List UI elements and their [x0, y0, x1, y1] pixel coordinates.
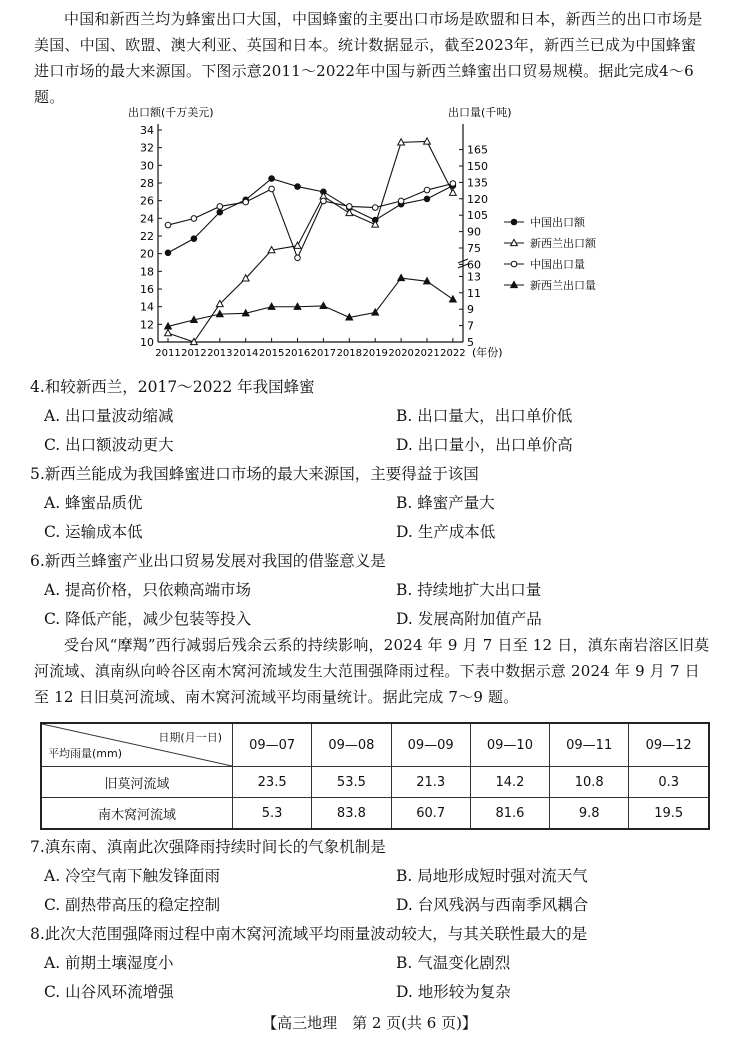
- table-header-row: [41, 723, 709, 767]
- rain-value: 9.8: [550, 798, 629, 830]
- q5-option-a: A. 蜂蜜品质优: [44, 494, 143, 512]
- left-tick-label: 32: [140, 141, 154, 155]
- series-line: [168, 278, 453, 326]
- data-point: [217, 209, 223, 215]
- legend-label: 新西兰出口量: [530, 279, 596, 292]
- left-tick-label: 24: [140, 212, 154, 226]
- q6-option-d: D. 发展高附加值产品: [396, 610, 542, 628]
- right-tick-label: 105: [467, 209, 488, 223]
- q7-option-a: A. 冷空气南下触发锋面雨: [44, 867, 221, 885]
- data-point: [191, 216, 197, 222]
- legend-label: 中国出口额: [530, 216, 585, 229]
- data-point: [346, 209, 353, 215]
- x-axis-unit: (年份): [472, 346, 503, 359]
- left-tick-label: 34: [140, 124, 154, 137]
- right-tick-label: 120: [467, 192, 488, 206]
- data-point: [424, 196, 430, 202]
- left-tick-label: 10: [140, 336, 154, 349]
- left-tick-label: 28: [140, 177, 154, 190]
- chart-axes: [158, 124, 468, 342]
- honey-export-chart: [100, 102, 620, 362]
- q7-option-c: C. 副热带高压的稳定控制: [44, 896, 221, 914]
- x-tick-label: 2022: [440, 348, 466, 359]
- q6-option-c: C. 降低产能，减少包装等投入: [44, 610, 252, 628]
- right-tick-label: 165: [467, 143, 488, 157]
- date-header: 09—07: [233, 723, 312, 767]
- data-point: [320, 302, 327, 308]
- q4-option-a: A. 出口量波动缩减: [44, 407, 174, 425]
- left-tick-label: 16: [140, 283, 154, 296]
- left-tick-label: 12: [140, 318, 154, 332]
- q7-option-d: D. 台风残涡与西南季风耦合: [396, 896, 589, 914]
- left-tick-label: 22: [140, 230, 154, 243]
- rain-value: 0.3: [629, 767, 709, 798]
- rain-value: 81.6: [470, 798, 549, 830]
- data-point: [450, 181, 456, 187]
- date-header: 09—10: [470, 723, 549, 767]
- data-point: [424, 138, 431, 144]
- data-point: [294, 242, 301, 248]
- intro2-paragraph: 受台风“摩羯”西行减弱后残余云系的持续影响，2024 年 9 月 7 日至 12 日，滇东南岩溶区旧莫河流域、滇南纵向岭谷区南木窝河流域发生大范围强降雨过程。下表中数据示意 2024 年 9 月 7 日至 12 日旧莫河流域、南木窝河流域平均雨量统计。据此完成 7～9 题。: [34, 636, 710, 706]
- corner-rain-label: 平均雨量(mm): [48, 747, 123, 760]
- q4-option-d: D. 出口量小，出口单价高: [396, 436, 573, 454]
- q6-option-a: A. 提高价格，只依赖高端市场: [44, 581, 252, 599]
- x-tick-label: 2018: [336, 348, 363, 359]
- data-point: [295, 255, 301, 261]
- left-tick-label: 26: [140, 194, 154, 208]
- x-tick-label: 2016: [284, 348, 311, 359]
- right-tick-label: 60: [467, 258, 481, 272]
- x-tick-label: 2020: [388, 348, 414, 359]
- corner-date-label: 日期(月一日): [158, 731, 222, 744]
- data-point: [347, 204, 353, 210]
- left-tick-label: 14: [140, 300, 154, 314]
- date-header: 09—08: [312, 723, 391, 767]
- x-tick-label: 2021: [414, 348, 440, 359]
- q8-option-a: A. 前期土壤湿度小: [44, 954, 174, 972]
- q4-option-b: B. 出口量大，出口单价低: [396, 407, 573, 425]
- table-row: [41, 798, 709, 830]
- legend-label: 中国出口量: [530, 258, 585, 271]
- legend-marker: [511, 219, 517, 225]
- data-point: [243, 199, 249, 205]
- chart-legend: [504, 215, 597, 292]
- data-point: [269, 186, 275, 192]
- data-point: [398, 198, 404, 204]
- series-line: [168, 141, 453, 342]
- rainfall-table: [40, 722, 710, 830]
- data-point: [165, 330, 172, 336]
- left-tick-label: 18: [140, 265, 154, 279]
- x-axis-ticks: [155, 338, 465, 359]
- x-tick-label: 2015: [258, 348, 285, 359]
- rain-value: 21.3: [391, 767, 470, 798]
- right-tick-label: 13: [467, 270, 481, 284]
- data-point: [398, 274, 405, 280]
- rain-value: 60.7: [391, 798, 470, 830]
- right-axis-label: 出口量(千吨): [448, 106, 512, 119]
- right-tick-label: 150: [467, 160, 488, 173]
- date-header: 09—09: [391, 723, 470, 767]
- question-6-stem: 6.新西兰蜂蜜产业出口贸易发展对我国的借鉴意义是: [30, 552, 386, 570]
- question-8-stem: 8.此次大范围强降雨过程中南木窝河流域平均雨量波动较大，与其关联性最大的是: [30, 925, 588, 943]
- legend-label: 新西兰出口额: [530, 237, 596, 250]
- data-point: [450, 296, 457, 302]
- q6-option-b: B. 持续地扩大出口量: [396, 581, 542, 599]
- rain-value: 19.5: [629, 798, 709, 830]
- rain-value: 83.8: [312, 798, 391, 830]
- question-7-stem: 7.滇东南、滇南此次强降雨持续时间长的气象机制是: [30, 838, 386, 856]
- right-tick-label: 135: [467, 176, 488, 190]
- left-tick-label: 20: [140, 247, 154, 261]
- x-tick-label: 2013: [207, 348, 233, 359]
- date-header: 09—12: [629, 723, 709, 767]
- q8-option-c: C. 山谷风环流增强: [44, 983, 174, 1001]
- data-point: [269, 176, 275, 182]
- data-point: [372, 205, 378, 211]
- x-tick-label: 2017: [310, 348, 337, 359]
- rain-value: 53.5: [312, 767, 391, 798]
- q5-option-c: C. 运输成本低: [44, 523, 143, 541]
- data-point: [191, 236, 197, 242]
- legend-marker: [511, 261, 517, 267]
- series-2: [165, 138, 457, 345]
- table-row: [41, 767, 709, 798]
- data-point: [424, 187, 430, 193]
- right-tick-label: 90: [467, 225, 481, 239]
- left-tick-label: 30: [140, 159, 154, 173]
- chart-series: [165, 138, 457, 345]
- intro-paragraph: 中国和新西兰均为蜂蜜出口大国，中国蜂蜜的主要出口市场是欧盟和日本，新西兰的出口市场是美国、中国、欧盟、澳大利亚、英国和日本。统计数据显示，截至2023年，新西兰已成为中国蜂蜜进口市场的最大来源国。下图示意2011～2022年中国与新西兰蜂蜜出口贸易规模。据此完成4～6题。: [34, 10, 703, 106]
- rain-value: 5.3: [233, 798, 312, 830]
- q5-option-d: D. 生产成本低: [396, 523, 496, 541]
- question-4-stem: 4.和较新西兰，2017～2022 年我国蜂蜜: [30, 378, 315, 396]
- series-1: [165, 176, 456, 256]
- basin-name: 旧莫河流域: [41, 767, 233, 798]
- right-tick-label: 5: [467, 336, 474, 349]
- data-point: [295, 184, 301, 190]
- basin-name: 南木窝河流域: [41, 798, 233, 830]
- rain-value: 23.5: [233, 767, 312, 798]
- rain-value: 10.8: [550, 767, 629, 798]
- q5-option-b: B. 蜂蜜产量大: [396, 494, 495, 512]
- x-tick-label: 2011: [155, 348, 181, 359]
- data-point: [165, 250, 171, 256]
- table-corner-cell: [41, 723, 233, 767]
- data-point: [321, 198, 327, 204]
- right-tick-label: 75: [467, 242, 481, 255]
- q8-option-b: B. 气温变化剧烈: [396, 954, 511, 972]
- x-tick-label: 2012: [181, 348, 207, 359]
- page-footer: 【高三地理 第 2 页(共 6 页)】: [262, 1014, 477, 1032]
- q7-option-b: B. 局地形成短时强对流天气: [396, 867, 588, 885]
- data-point: [165, 222, 171, 228]
- date-header: 09—11: [550, 723, 629, 767]
- data-point: [217, 204, 223, 210]
- right-tick-label: 11: [467, 286, 481, 300]
- right-tick-label: 7: [467, 319, 474, 333]
- left-axis-ticks: [140, 124, 162, 349]
- question-5-stem: 5.新西兰能成为我国蜂蜜进口市场的最大来源国，主要得益于该国: [30, 465, 479, 483]
- rain-value: 14.2: [470, 767, 549, 798]
- right-tick-label: 9: [467, 303, 474, 317]
- q4-option-c: C. 出口额波动更大: [44, 436, 174, 454]
- data-point: [450, 189, 457, 195]
- left-axis-label: 出口额(千万美元): [128, 106, 214, 119]
- q8-option-d: D. 地形较为复杂: [396, 983, 511, 1001]
- x-tick-label: 2019: [362, 348, 388, 359]
- series-line: [168, 179, 453, 253]
- x-tick-label: 2014: [232, 348, 259, 359]
